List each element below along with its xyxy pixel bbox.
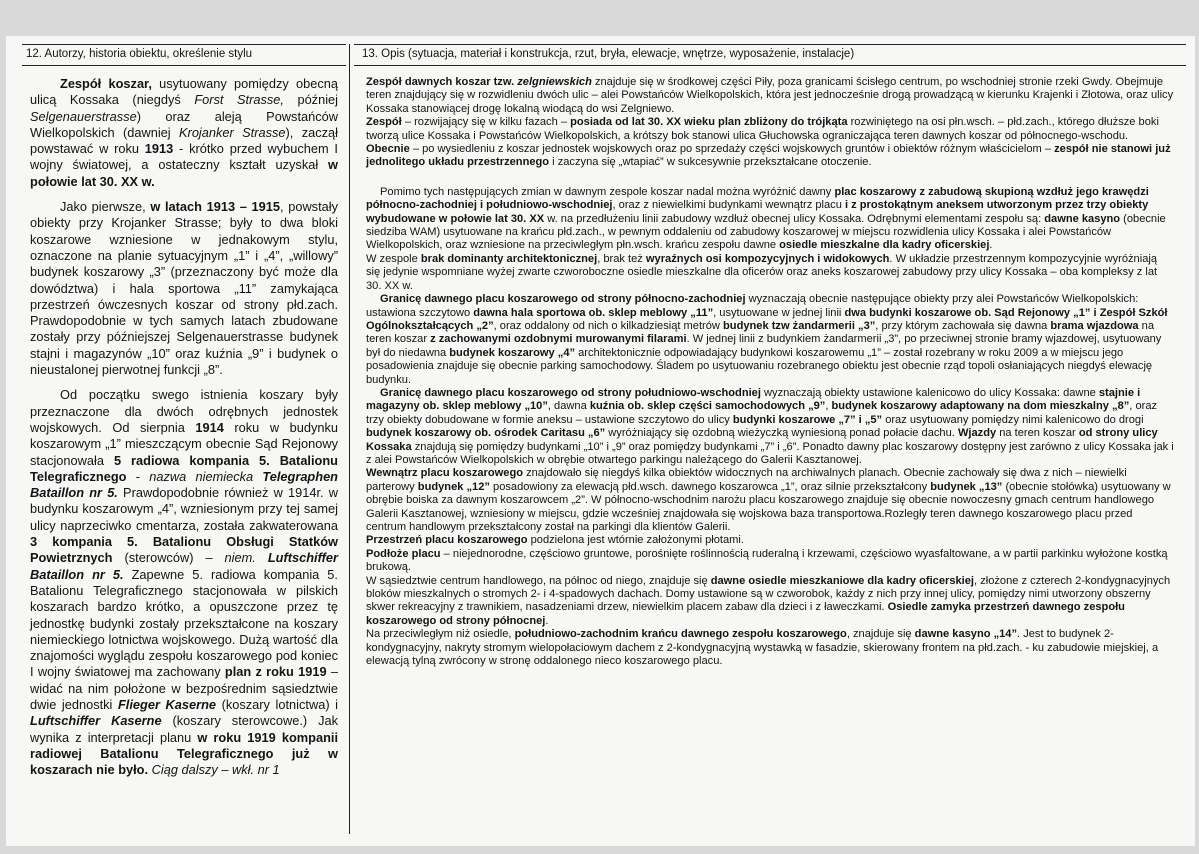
text-run: plac koszarowy z zabudową skupioną wzdłuż jego krawędzi północno-zachodniej i południowo-wschodniej xyxy=(366,185,1149,212)
text-run: od strony ulicy Kossaka xyxy=(366,427,1158,453)
text-run: osiedle mieszkalne dla kadry oficerskiej xyxy=(779,239,990,252)
text-run: zelgniewskich xyxy=(517,76,592,88)
description-paragraph-northwest-border xyxy=(366,293,1174,387)
text-run: , xyxy=(825,400,832,413)
text-run: , znajduje się xyxy=(846,628,915,641)
text-run: (obecnie stołówka) usytuowany w obrębie boiska za dawnym koszarowcem „2”. W północno-wschodnim narożu placu koszarowego znajduje się obecnie nowoczesny gmach centrum handlowego Galerii Kasztanowej, wzniesiony w miejscu, gdzie wcześniej znajdowała się wojskowa baza transportowa.Rozległy teren dawnego koszarowego placu przed centrum handlowym przekształcony został na parkingi dla klientów Galerii. xyxy=(366,480,1171,533)
text-run: podzielona jest wtórnie założonymi płotami. xyxy=(527,534,744,547)
section-13-header: 13. Opis (sytuacja, materiał i konstrukcja, rzut, bryła, elewacje, wnętrze, wyposażenie, instalacje) xyxy=(354,44,1186,66)
text-run: budynek „13” xyxy=(930,480,1003,493)
text-run: rozwiniętego na osi płn.wsch. – płd.zach., którego dłuższe boki tworzą ulice Kossaka i Powstańców Wielkopolskich, a krótszy bok stanowi ulica Głuchowska ograniczająca teren dawnych koszar od północnego-wschodu. xyxy=(366,116,1159,142)
text-run: oraz usytuowany pomiędzy nimi kalenicowo do drogi xyxy=(882,413,1144,426)
description-paragraph-location xyxy=(366,76,1174,116)
text-run: dawne kasyno xyxy=(1044,212,1121,225)
text-run: Pomimo tych następujących zmian w dawnym zespole koszar nadal można wyróżnić dawny xyxy=(380,185,835,198)
text-run: wyróżniający się ozdobną wieżyczką wyniesioną ponad połacie dachu. xyxy=(605,427,958,440)
text-run: znajduje się w środkowej części Piły, poza granicami ścisłego centrum, po wschodniej stronie rzeki Gwdy. Obejmuje teren znajdujący się w rozwidleniu dwóch ulic – alei Powstańców Wielkopolskich, która jest jednocześnie drogą prowadzącą w kierunku Krajenki i Złotowa, oraz ulicy Kossaka stanowiącej drogę lokalną wiodącą do wsi Zelgniewo. xyxy=(366,76,1174,115)
text-run: , powstały obiekty przy Krojanker Strasse; były to dwa bloki koszarowe wzniesione w jednakowym stylu, oznaczone na planie sytuacyjnym „1” i „4”, „willowy” budynek koszarowy „3” (przeznaczony być może dla dowództwa) i hala sportowa „11” zamykająca przestrzeń ówczesnych koszar od strony płd.zach. Prawdopodobnie w tych samych latach zbudowane zostały przy późniejszej Selgenauerstrasse budynek stajni i magazynów „10” oraz kuźnia „9” i budynek o nieustalonej pierwotnej funkcji „8”. xyxy=(30,199,338,378)
text-run: , oraz z niewielkimi budynkami wewnątrz placu xyxy=(612,199,845,212)
text-run: wyraźnych osi kompozycyjnych i widokowych xyxy=(645,252,890,265)
text-run: brak dominanty architektonicznej xyxy=(420,252,598,265)
text-run: W zespole xyxy=(366,252,421,265)
text-run: Wewnątrz placu koszarowego xyxy=(366,467,523,480)
text-run: Zespół koszar, xyxy=(60,76,152,91)
column-divider xyxy=(349,44,350,834)
text-run: (koszary lotnictwa) i xyxy=(216,696,338,712)
text-run: - xyxy=(126,468,150,484)
text-run: , usytuowane w jednej linii xyxy=(713,306,845,319)
text-run: W sąsiedztwie centrum handlowego, na północ od niego, znajduje się xyxy=(366,574,711,587)
text-run: nazwa niemiecka xyxy=(149,468,263,484)
description-paragraph-layout xyxy=(366,116,1174,143)
text-run: Granicę dawnego placu koszarowego od strony południowo-wschodniej xyxy=(380,386,761,399)
text-run: architektonicznie odpowiadający budynkowi koszarowemu „1” – został rozebrany w roku 2009 a w miejscu jego posadowienia znajduje się obecnie parking samochodowy. Śladem po usytuowaniu rozebranego obiektu jest obecnie rząd topoli osłaniających niegdyś elewację budynku. xyxy=(366,346,1153,386)
text-run: zespół nie stanowi już jednolitego układu przestrzennego xyxy=(366,143,1171,169)
section-12-header: 12. Autorzy, historia obiektu, określenie stylu xyxy=(22,44,346,66)
text-run: budynek „12” xyxy=(417,480,490,493)
description-paragraph-casino xyxy=(366,628,1174,668)
text-run: w. na przedłużeniu linii zabudowy wzdłuż obecnej ulicy Kossaka. Odrębnymi elementami zespołu są: xyxy=(544,212,1045,225)
text-run: w latach 1913 – 1915 xyxy=(150,199,280,215)
text-run: Selgenauerstrasse xyxy=(30,108,137,124)
description-paragraph-inside-square xyxy=(366,467,1174,534)
description-paragraph-composition xyxy=(366,253,1174,293)
text-run: brama wjazdowa xyxy=(1050,319,1139,332)
text-run: - krótko przed wybuchem I wojny światowej, a ostateczny kształt uzyskał xyxy=(30,141,338,173)
text-run: – widać na nim położone w bezpośrednim sąsiedztwie dwie jednostki xyxy=(30,664,338,712)
text-run: Obecnie xyxy=(366,143,410,156)
text-run: budynek tzw żandarmerii „3” xyxy=(723,319,876,332)
text-run: . xyxy=(989,239,993,252)
text-run: kuźnia ob. sklep części samochodowych „9” xyxy=(589,400,826,413)
history-paragraph-3 xyxy=(30,387,338,778)
text-run: stajnie i magazyny ob. sklep meblowy „10” xyxy=(366,386,1141,413)
text-run: Zespół dawnych koszar tzw. xyxy=(366,76,518,88)
text-run: Na przeciwległym niż osiedle, xyxy=(366,628,515,641)
text-run: Wjazdy xyxy=(957,427,997,440)
description-paragraph-square-surface xyxy=(366,548,1174,575)
description-paragraph-officers-estate xyxy=(366,575,1174,629)
text-run: usytuowany pomiędzy obecną ulicą Kossaka (niegdyś xyxy=(30,76,338,108)
text-run: w roku 1919 kompanii radiowej Batalionu Telegraficznego już w koszarach nie było. xyxy=(30,729,338,778)
text-run: budynek koszarowy ob. ośrodek Caritasu „6” xyxy=(366,427,606,440)
text-run: roku w budynku koszarowym „1” mieszczącym obecnie Sąd Rejonowy stacjonowała xyxy=(30,419,338,468)
text-run: Telegraphen Bataillon nr 5. xyxy=(30,468,339,501)
text-run: plan z roku 1919 xyxy=(224,664,327,680)
description-paragraph-southeast-border xyxy=(366,387,1174,467)
text-run: Prawdopodobnie również w 1914r. w budynku koszarowym „4”, wzniesionym przy tej samej ulicy naprzeciwko cmentarza, została zakwaterowana xyxy=(30,485,338,533)
text-run: . xyxy=(545,614,549,627)
text-run: . Jest to budynek 2-kondygnacyjny, nakryty stromym wielopołaciowym dachem z 2-kondygnacyjną wystawką w fasadzie, skierowany frontem na płd.zach. - ku zabudowie miejskiej, a elewacją tylną zwrócony w stronę oddalonego nieco koszarowego placu. xyxy=(366,628,1159,668)
text-run: i z prostokątnym aneksem utworzonym przez trzy obiekty wybudowane w połowie lat 30. XX xyxy=(366,199,1149,225)
text-run: , dawna xyxy=(547,400,590,413)
text-run: – po wysiedleniu z koszar jednostek wojskowych oraz po sprzedaży części wojskowych gruntów i obiektów różnym właścicielom – xyxy=(409,143,1055,156)
text-run: , przy którym zachowała się dawna xyxy=(875,319,1051,332)
text-run: – niejednorodne, częściowo gruntowe, porośnięte roślinnością ruderalną i krzewami, częściowo wyasfaltowane, a w partii parkinku wyłożone kostką brukową. xyxy=(366,547,1168,574)
text-run: później xyxy=(283,92,339,108)
history-column xyxy=(30,76,338,787)
text-run: 5 radiowa kompania 5. Batalionu Telegraficznego xyxy=(30,452,338,484)
text-run: budynek koszarowy „4” xyxy=(449,346,576,359)
text-run: , brak też xyxy=(597,252,646,265)
history-paragraph-1 xyxy=(30,76,338,190)
text-run: Zapewne 5. radiowa kompania 5. Batalionu Telegraficznego stacjonowała w pilskich koszarach bardzo krótko, a opuszczone przez tę jednostkę budynki zostały przekształcone na koszary niemieckiego lotnictwa wojskowego. Dużą wartość dla znajomości wyglądu zespołu koszarowego pod koniec I wojny światowej ma zachowany xyxy=(30,566,338,680)
text-run: wyznaczają obiekty ustawione kalenicowo do ulicy Kossaka: dawne xyxy=(760,386,1099,399)
text-run: Ciąg dalszy – wkł. nr 1 xyxy=(151,762,280,778)
text-run: Osiedle zamyka przestrzeń dawnego zespołu koszarowego od strony północnej xyxy=(366,601,1125,627)
text-run: , oraz oddalony od nich o kilkadziesiąt metrów xyxy=(493,319,724,332)
text-run: . W układzie przestrzennym kompozycyjnie wyróżniają się jedynie wspomniane wyżej zwarte czworoboczne osiedle mieszkalne dla oficerów oraz aneks koszarowej zabudowy przy ulicy Kossaka – oba kompleksy z lat 30. XX w. xyxy=(366,252,1158,292)
text-run: w połowie lat 30. XX w. xyxy=(30,157,338,189)
text-run: dawna hala sportowa ob. sklep meblowy „11” xyxy=(473,306,714,319)
text-run: , złożone z czterech 2-kondygnacyjnych bloków mieszkalnych o stromych 2- i 4-spadowych dachach. Domy ustawione są w czworobok, każdy z nich przy innej ulicy, pomiędzy nimi utworzony obszerny skwer rekreacyjny z trawnikiem, nasadzeniami drzew, niewielkim placem zabaw dla dzieci i z ławeczkami. xyxy=(366,574,1171,614)
description-paragraph-current-state xyxy=(366,143,1174,170)
text-run: posadowiony za elewacją płd.wsch. dawnego koszarowca „1”, oraz silnie przekształcony xyxy=(489,480,931,493)
text-run: Granicę dawnego placu koszarowego od strony północno-zachodniej xyxy=(380,293,746,306)
text-run: 1913 xyxy=(144,141,174,157)
text-run: dwa budynki koszarowe ob. Sąd Rejonowy „1” i Zespół Szkół Ogólnokształcących „2” xyxy=(366,306,1168,332)
text-run: 3 kompania 5. Batalionu Obsługi Statków Powietrznych xyxy=(30,534,338,566)
description-paragraph-square-space xyxy=(366,534,1174,547)
text-run: Od początku swego istnienia koszary były przeznaczone dla dwóch odrębnych jednostek wojskowych. Od sierpnia xyxy=(30,387,338,435)
text-run: , oraz trzy obiekty dobudowane w formie aneksu – ustawione szczytowo do ulicy xyxy=(366,400,1158,426)
text-run: Forst Strasse, xyxy=(194,92,284,108)
text-run: budynki koszarowe „7” i „5” xyxy=(732,413,883,426)
history-paragraph-2 xyxy=(30,199,338,378)
text-run: – rozwijający się w kilku fazach – xyxy=(401,116,571,129)
text-run: (obecnie siedziba WAM) usytuowane na krańcu płd.zach., w pewnym oddaleniu od zabudowy koszarowej w miejscu rozwidlenia ulicy Kossaka i alei Powstańców Wielkopolskich, oraz wzniesione na przeciwległym płn.wsch. krańcu zespołu dawne xyxy=(366,212,1166,252)
text-run: na teren koszar xyxy=(996,427,1079,440)
text-run: południowo-zachodnim krańcu dawnego zespołu koszarowego xyxy=(514,628,847,641)
text-run xyxy=(256,550,268,565)
text-run: dawne osiedle mieszkaniowe dla kadry oficerskiej xyxy=(710,574,975,587)
text-run: wyznaczają obecnie następujące obiekty przy alei Powstańców Wielkopolskich: ustawiona szczytowo xyxy=(366,293,1139,319)
text-run: ) oraz aleją Powstańców Wielkopolskich (dawniej xyxy=(30,108,338,140)
text-run: Luftschiffer Bataillon nr 5. xyxy=(30,550,338,582)
description-column xyxy=(366,76,1174,668)
text-run: (koszary sterowcowe.) Jak wynika z interpretacji planu xyxy=(30,713,339,745)
text-run: Zespół xyxy=(366,116,402,129)
text-run: na teren koszar xyxy=(366,319,1154,346)
text-run: (sterowców) – xyxy=(112,550,225,566)
text-run: i zaczyna się „wtapiać” w sukcesywnie przekształcane otoczenie. xyxy=(549,156,872,169)
description-paragraph-parade-square xyxy=(366,186,1174,253)
text-run: niem. xyxy=(224,550,256,566)
text-run: . W jednej linii z budynkiem żandarmerii „3”, po przeciwnej stronie bramy wjazdowej, usytuowany był do niedawna xyxy=(366,333,1162,359)
text-run: znajdują się pomiędzy budynkami „10” i „9” oraz pomiędzy budynkami „7” i „6”. Ponadto dawny plac koszarowy dostępny jest zarówno z ulicy Kossaka jak i z alei Powstańców Wielkopolskich w obrębie otwartego parkingu należącego do Galerii Kasztanowej. xyxy=(366,440,1174,466)
text-run: ), zaczął powstawać w roku xyxy=(30,124,338,157)
text-run: Luftschiffer Kaserne xyxy=(30,713,162,729)
text-run: 1914 xyxy=(195,419,224,435)
text-run: Jako pierwsze, xyxy=(60,199,151,215)
text-run: Przestrzeń placu koszarowego xyxy=(366,534,528,547)
text-run: Krojanker Strasse xyxy=(179,124,286,140)
text-run: budynek koszarowy adaptowany na dom mieszkalny „8” xyxy=(831,400,1130,413)
text-run: Flieger Kaserne xyxy=(117,696,217,712)
text-run: z zachowanymi ozdobnymi murowanymi filarami xyxy=(430,333,687,346)
text-run: Podłoże placu xyxy=(366,547,441,560)
text-run: posiada od lat 30. XX wieku plan zbliżony do trójkąta xyxy=(570,116,848,129)
text-run: dawne kasyno „14” xyxy=(914,628,1018,641)
text-run: znajdowało się niegdyś kilka obiektów widocznych na archiwalnych planach. Obecnie zachowały się dwa z nich – niewielki parterowy xyxy=(366,467,1127,493)
